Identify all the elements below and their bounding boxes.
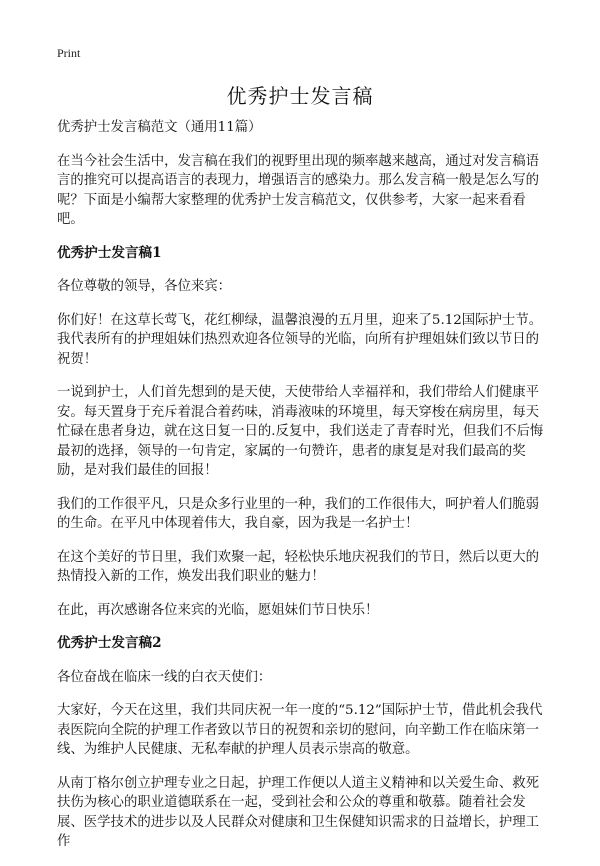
paragraph: 各位奋战在临床一线的白衣天使们： xyxy=(57,669,272,685)
article-subtitle: 优秀护士发言稿范文（通用11篇） xyxy=(57,120,262,135)
paragraph: 在此，再次感谢各位来宾的光临，愿姐妹们节日快乐！ xyxy=(57,602,379,618)
paragraph: 在这个美好的节日里，我们欢聚一起，轻松快乐地庆祝我们的节日，然后以更大的热情投入新的工作，焕发出我们职业的魅力！ xyxy=(57,549,540,584)
paragraph: 我们的工作很平凡，只是众多行业里的一种，我们的工作很伟大，呵护着人们脆弱的生命。在平凡中体现着伟大，我自豪，因为我是一名护士！ xyxy=(57,496,540,531)
section-heading-2: 优秀护士发言稿2 xyxy=(57,635,162,651)
intro-paragraph: 在当今社会生活中，发言稿在我们的视野里出现的频率越来越高，通过对发言稿语言的推究可以提高语言的表现力，增强语言的感染力。那么发言稿一般是怎么写的呢？下面是小编帮大家整理的优秀护士发言稿范文，仅供参考，大家一起来看看吧。 xyxy=(57,153,540,227)
page-title: 优秀护士发言稿 xyxy=(226,84,374,108)
article-body xyxy=(57,118,547,866)
print-link[interactable]: Print xyxy=(57,46,81,60)
paragraph: 一说到护士，人们首先想到的是天使，天使带给人幸福祥和，我们带给人们健康平安。每天置身于充斥着混合着药味，消毒液味的环境里，每天穿梭在病房里，每天忙碌在患者身边，就在这日复一日的.反复中，我们送走了青春时光，但我们不后悔最初的选择，领导的一句肯定，家属的一句赞许，患者的康复是对我们最高的奖励，是对我们最佳的回报！ xyxy=(57,385,544,478)
paragraph: 你们好！在这草长莺飞，花红柳绿，温馨浪漫的五月里，迎来了5.12国际护士节。我代表所有的护理姐妹们热烈欢迎各位领导的光临，向所有护理姐妹们致以节日的祝贺！ xyxy=(57,312,543,367)
paragraph: 从南丁格尔创立护理专业之日起，护理工作便以人道主义精神和以关爱生命、救死扶伤为核心的职业道德联系在一起，受到社会和公众的尊重和敬慕。随着社会发展、医学技术的进步以及人民群众对健康和卫生保健知识需求的日益增长，护理工作 xyxy=(57,775,540,849)
section-heading-1: 优秀护士发言稿1 xyxy=(57,244,162,261)
paragraph: 各位尊敬的领导，各位来宾： xyxy=(57,279,232,294)
paragraph: 大家好，今天在这里，我们共同庆祝一年一度的“5.12”国际护士节，借此机会我代表医院向全院的护理工作者致以节日的祝贺和亲切的慰问，向辛勤工作在临床第一线、为维护人民健康、无私奉献的护理人员表示崇高的敬意。 xyxy=(57,703,543,757)
